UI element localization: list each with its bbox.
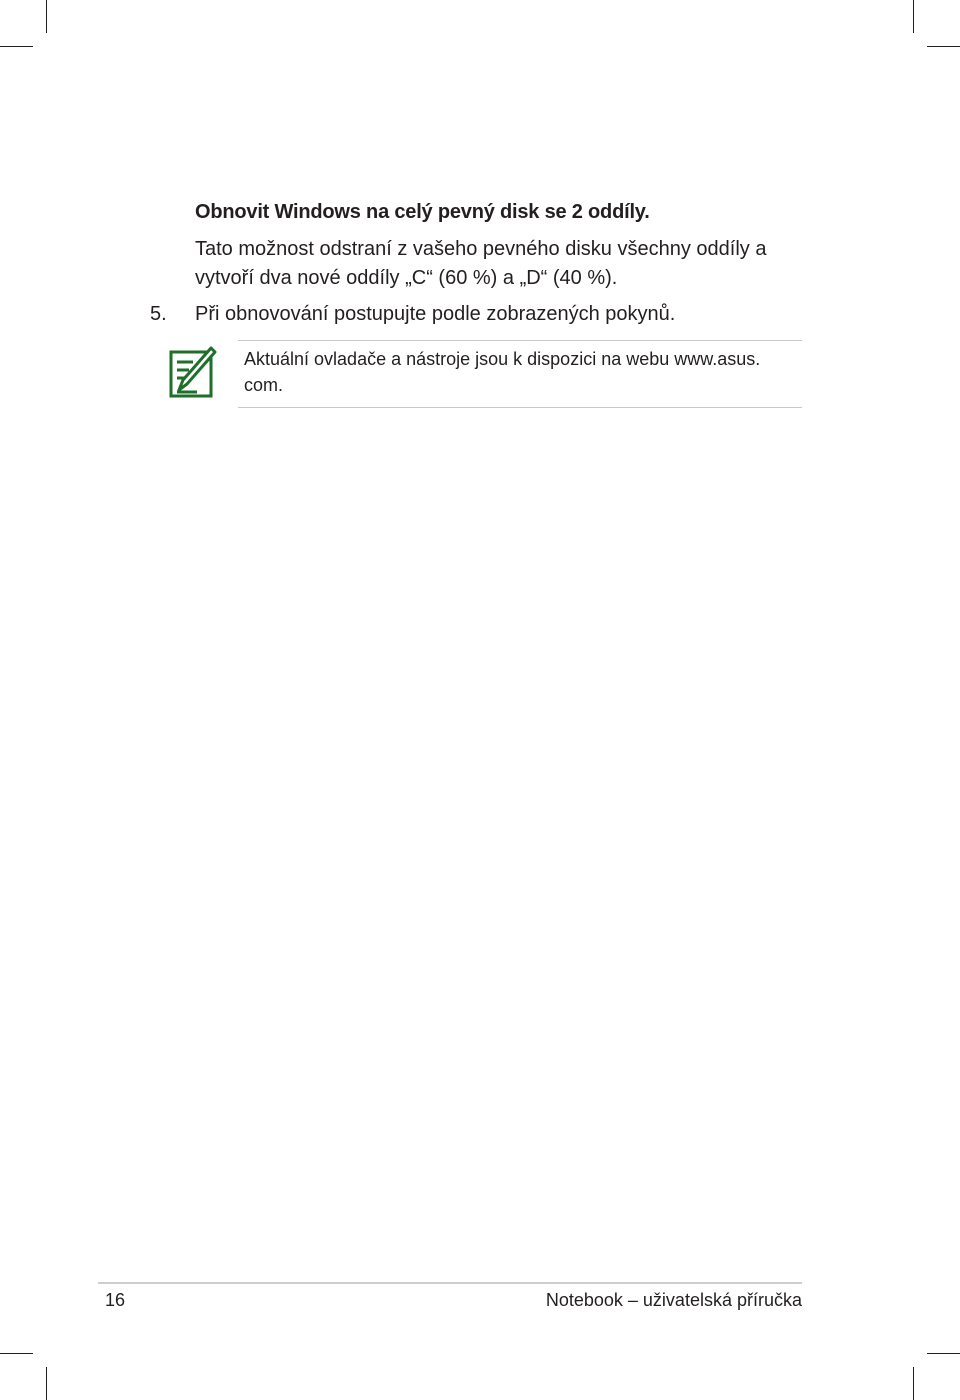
document-title: Notebook – uživatelská příručka (545, 1290, 802, 1310)
note-top-rule (238, 340, 802, 341)
crop-mark (0, 46, 33, 47)
note-text: Aktuální ovladače a nástroje jsou k dispozici na webu www.asus. com. (244, 349, 761, 395)
crop-mark (913, 1367, 914, 1400)
crop-mark (46, 0, 47, 33)
crop-mark (0, 1353, 33, 1354)
step-text: Při obnovování postupujte podle zobrazených pokynů. (195, 303, 676, 325)
page-number: 16 (105, 1290, 126, 1310)
section-heading: Obnovit Windows na celý pevný disk se 2 oddíly. (195, 201, 650, 223)
step-number: 5. (150, 303, 167, 325)
section-description: Tato možnost odstraní z vašeho pevného disku všechny oddíly a vytvoří dva nové oddíly „C“ (60 %) a „D“ (40 %). (195, 238, 767, 289)
crop-mark (46, 1367, 47, 1400)
note-pencil-icon (167, 344, 217, 400)
crop-mark (927, 46, 960, 47)
crop-mark (913, 0, 914, 33)
crop-mark (927, 1353, 960, 1354)
footer-rule (98, 1282, 802, 1284)
note-bottom-rule (238, 407, 802, 408)
